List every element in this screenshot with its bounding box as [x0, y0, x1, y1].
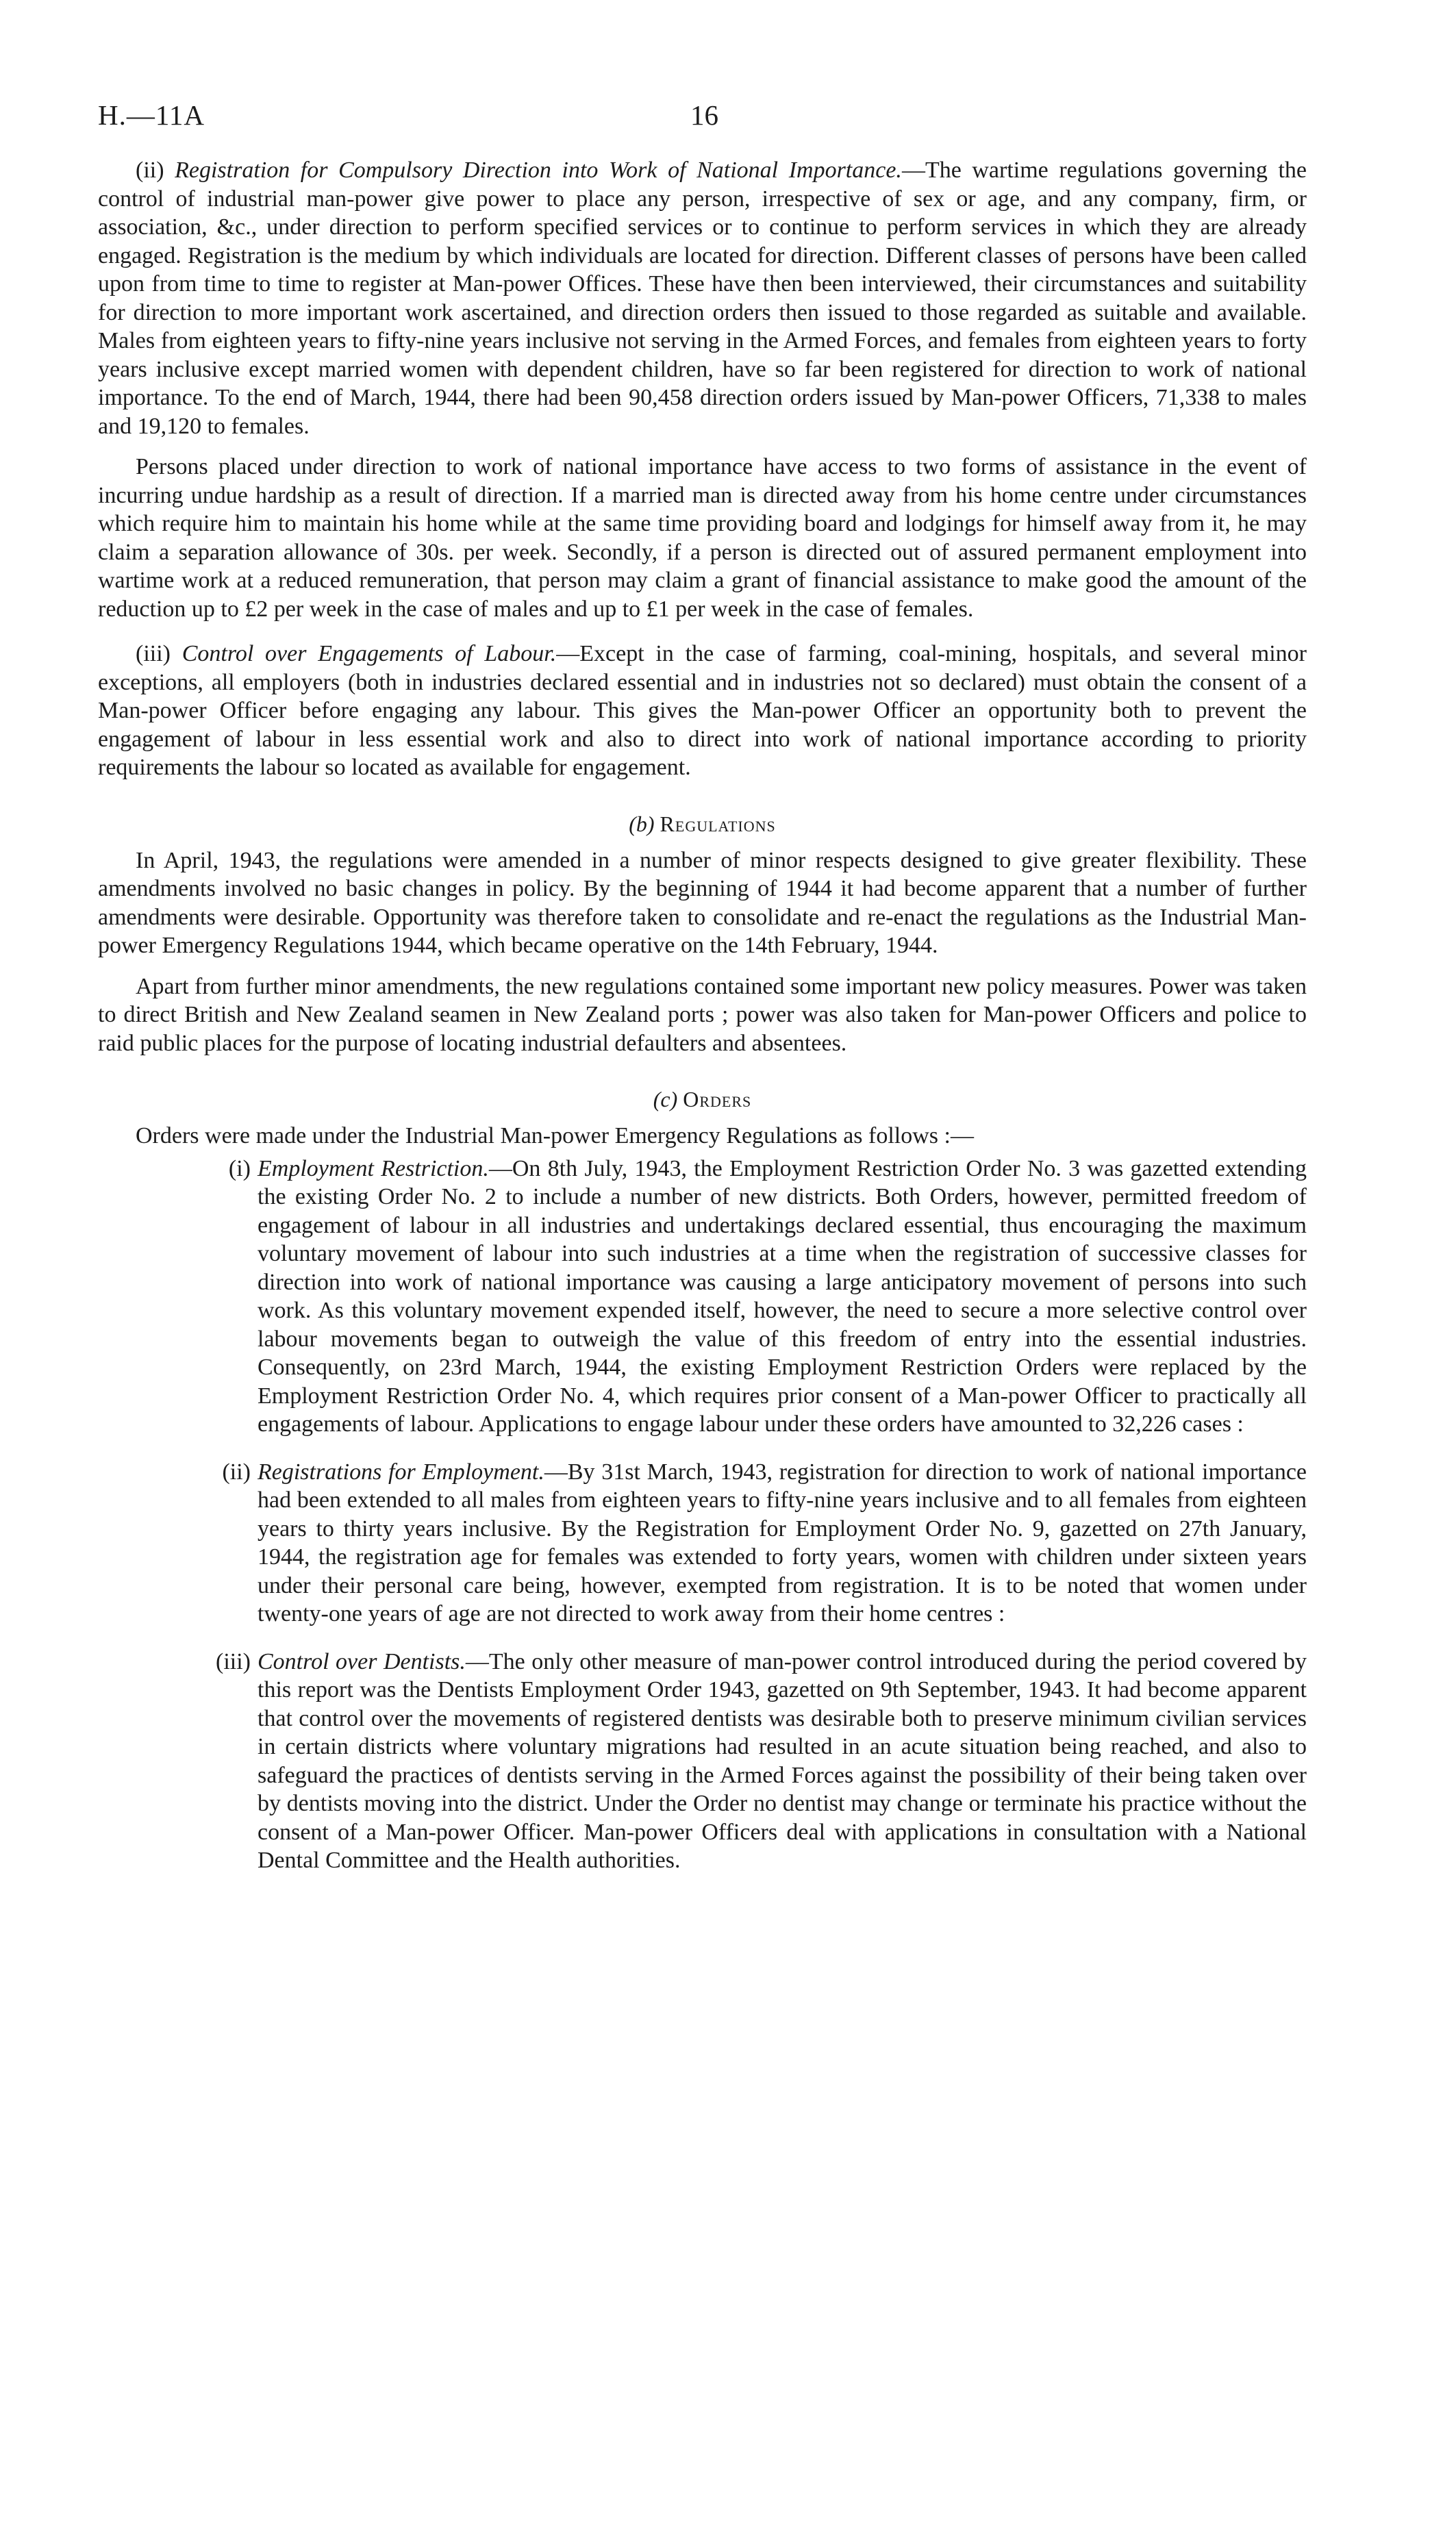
- order-item-employment-restriction: [98, 1155, 1307, 1439]
- paragraph-regulations-amended: In April, 1943, the regulations were amended in a number of minor respects designed to give greater flexibility. These amendments involved no basic changes in policy. By the beginning of 1944 it had become apparent that a number of further amendments were desirable. Opportunity was therefore taken to consolidate and re-enact the regulations as the Industrial Man-power Emergency Regulations 1944, which became operative on the 14th February, 1944.: [98, 847, 1307, 958]
- section-letter: (c): [653, 1087, 683, 1111]
- section-heading-regulations: [98, 809, 1307, 838]
- order-item-title: Control over Dentists.: [258, 1648, 466, 1674]
- order-item-title: Registrations for Employment.: [258, 1459, 544, 1485]
- paragraph-new-policy-measures: Apart from further minor amendments, the new regulations contained some important new policy measures. Power was taken to direct British and New Zealand seamen in New Zealand ports ; power was also taken for Man-power Officers and police to raid public places for the purpose of locating industrial defaulters and absentees.: [98, 973, 1307, 1056]
- order-item-title: Employment Restriction.: [258, 1155, 489, 1181]
- order-item-number: (i): [228, 1155, 251, 1181]
- order-item-number: (iii): [216, 1648, 251, 1674]
- subsection-body: —Except in the case of farming, coal-mining, hospitals, and several minor exceptions, all employers (both in industries declared essential and in industries not so declared) must obtain the consent of a Man-power Officer before engaging any labour. This gives the Man-power Officer an opportunity both to prevent the engagement of labour in less essential work and also to direct into work of national importance according to priority requirements the labour so located as available for engagement.: [98, 641, 1307, 780]
- section-letter: (b): [629, 811, 660, 836]
- order-item-body: —On 8th July, 1943, the Employment Restriction Order No. 3 was gazetted extending the existing Order No. 2 to include a number of new districts. Both Orders, however, permitted freedom of engagement of labour in all industries and undertakings declared essential, thus encouraging the maximum voluntary movement of labour into such industries at a time when the registration of successive classes for direction into work of national importance was causing a large anticipatory movement of persons into such work. As this voluntary movement expended itself, however, the need to secure a more selective control over labour movements began to outweigh the value of this freedom of entry into the essential industries. Consequently, on 23rd March, 1944, the existing Employment Restriction Orders were replaced by the Employment Restriction Order No. 4, which requires prior consent of a Man-power Officer to practically all engagements of labour. Applications to engage labour under these orders have amounted to 32,226 cases :: [258, 1155, 1307, 1437]
- order-item-control-dentists: [98, 1648, 1307, 1875]
- page-header: [98, 96, 1307, 137]
- section-title: Regulations: [660, 811, 776, 836]
- subsection-label: (ii): [136, 158, 175, 183]
- order-item-body: —The only other measure of man-power control introduced during the period covered by this report was the Dentists Employment Order 1943, gazetted on 9th September, 1943. It had become apparent that control over the movements of registered dentists was desirable both to preserve minimum civilian services in certain districts where voluntary migrations had resulted in an acute situation being reached, and also to safeguard the practices of dentists serving in the Armed Forces against the possibility of their being taken over by dentists moving into the district. Under the Order no dentist may change or terminate his practice without the consent of a Man-power Officer. Man-power Officers deal with applications in consultation with a National Dental Committee and the Health authorities.: [258, 1648, 1307, 1873]
- paragraph-control-engagements: [98, 640, 1307, 782]
- document-reference: H.—11A: [98, 99, 205, 131]
- order-item-number: (ii): [222, 1459, 251, 1485]
- subsection-label: (iii): [136, 641, 182, 666]
- subsection-title: Registration for Compulsory Direction into Work of National Importance.: [175, 158, 902, 183]
- subsection-body: —The wartime regulations governing the control of industrial man-power give power to place any person, irrespective of sex or age, and any company, firm, or association, &c., under direction to perform specified services or to continue to perform services in which they are already engaged. Registration is the medium by which individuals are located for direction. Different classes of persons have been called upon from time to time to register at Man-power Offices. These have then been interviewed, their circumstances and suitability for direction to more important work ascertained, and direction orders then issued to those regarded as suitable and available. Males from eighteen years to fifty-nine years inclusive not serving in the Armed Forces, and females from eighteen years to forty years inclusive except married women with dependent children, have so far been registered for direction to work of national importance. To the end of March, 1944, there had been 90,458 direction orders issued by Man-power Officers, 71,338 to males and 19,120 to females.: [98, 158, 1307, 439]
- subsection-title: Control over Engagements of Labour.: [181, 641, 557, 666]
- page-number: 16: [690, 99, 718, 131]
- section-title: Orders: [683, 1087, 752, 1111]
- section-heading-orders: [98, 1085, 1307, 1114]
- paragraph-registration-compulsory-direction: [98, 156, 1307, 440]
- page-body: [98, 156, 1307, 1894]
- paragraph-hardship-assistance: Persons placed under direction to work of national importance have access to two forms of assistance in the event of incurring undue hardship as a result of direction. If a married man is directed away from his home centre under circumstances which require him to maintain his home while at the same time providing board and lodgings for himself away from it, he may claim a separation allowance of 30s. per week. Secondly, if a person is directed out of assured permanent employment into wartime work at a reduced remuneration, that person may claim a grant of financial assistance to make good the amount of the reduction up to £2 per week in the case of males and up to £1 per week in the case of females.: [98, 454, 1307, 622]
- orders-intro: Orders were made under the Industrial Man-power Emergency Regulations as follows :—: [136, 1123, 974, 1148]
- order-item-registrations-employment: [98, 1458, 1307, 1629]
- order-item-body: —By 31st March, 1943, registration for direction to work of national importance had been extended to all males from eighteen years to fifty-nine years inclusive and to all females from eighteen years to thirty years inclusive. By the Registration for Employment Order No. 9, gazetted on 27th January, 1944, the registration age for females was extended to forty years, women with children under sixteen years under their personal care being, however, exempted from registration. It is to be noted that women under twenty-one years of age are not directed to work away from their home centres :: [258, 1459, 1307, 1626]
